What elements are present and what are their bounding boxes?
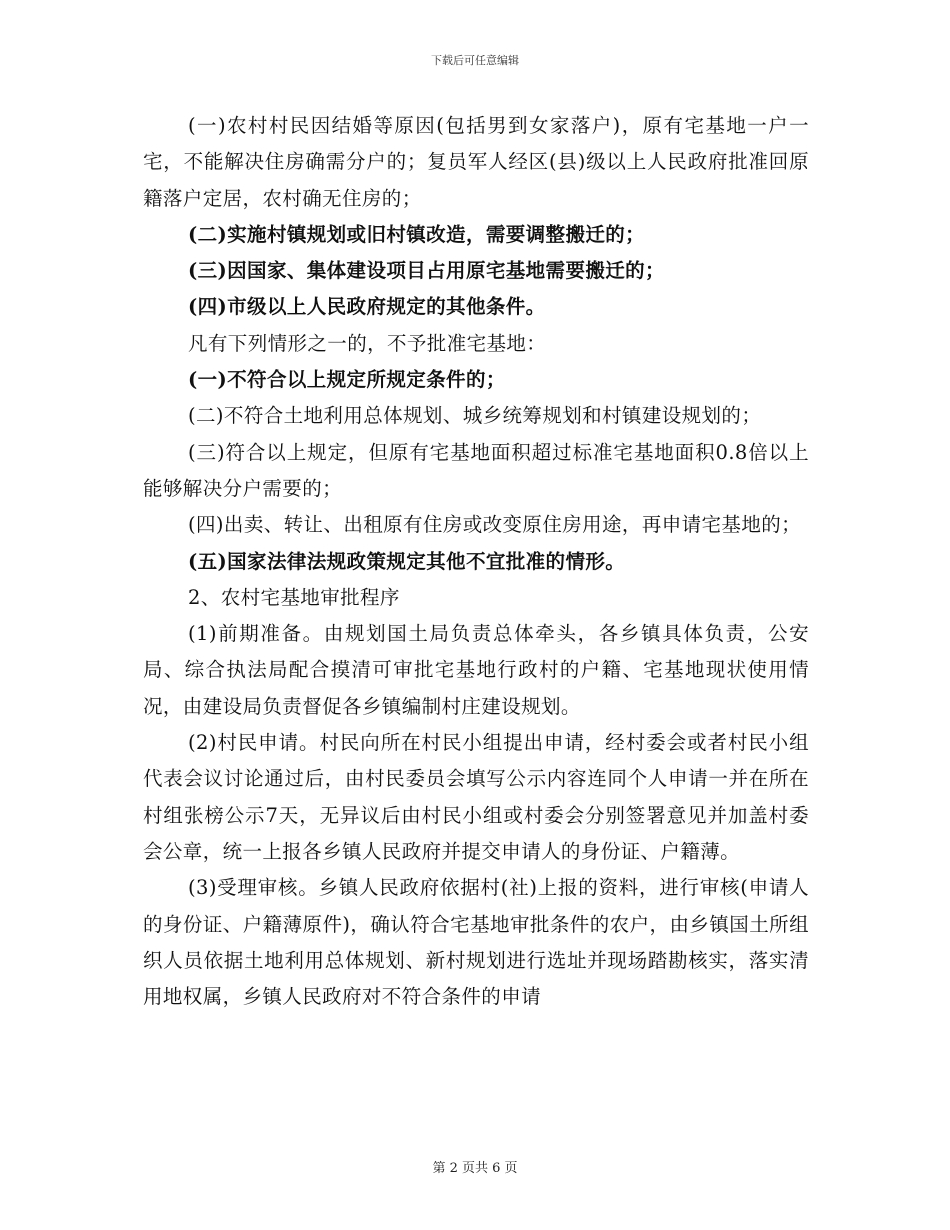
paragraph-8: (四)出卖、转让、出租原有住房或改变原住房用途，再申请宅基地的；	[188, 513, 802, 537]
paragraph-13: (3)受理审核。乡镇人民政府依据村(社)上报的资料，进行审核(申请人的身份证、户籍薄原件)，确认符合宅基地审批条件的农户，由乡镇国土所组织人员依据土地利用总体规划、新村规划进行选址并现场踏勘核实，落实清用地权属，乡镇人民政府对不符合条件的申请	[143, 876, 809, 1009]
paragraph-5: (一)不符合以上规定所规定条件的；	[188, 368, 506, 392]
paragraph-9: (五)国家法律法规政策规定其他不宜批准的情形。	[188, 549, 626, 573]
page-footer: 第 2 页共 6 页	[432, 1161, 518, 1176]
paragraph-11: (1)前期准备。由规划国土局负责总体牵头，各乡镇具体负责，公安局、综合执法局配合摸清可审批宅基地行政村的户籍、宅基地现状使用情况，由建设局负责督促各乡镇编制村庄建设规划。	[143, 622, 809, 718]
paragraph-3: (四)市级以上人民政府规定的其他条件。	[188, 295, 546, 319]
paragraph-2: (三)因国家、集体建设项目占用原宅基地需要搬迁的；	[188, 259, 665, 283]
paragraph-6: (二)不符合土地利用总体规划、城乡统筹规划和村镇建设规划的；	[188, 404, 762, 428]
paragraph-12: (2)村民申请。村民向所在村民小组提出申请，经村委会或者村民小组代表会议讨论通过后，由村民委员会填写公示内容连同个人申请一并在所在村组张榜公示7天，无异议后由村民小组或村委会分别签署意见并加盖村委会公章，统一上报各乡镇人民政府并提交申请人的身份证、户籍薄。	[143, 731, 809, 863]
paragraph-1: (二)实施村镇规划或旧村镇改造，需要调整搬迁的；	[188, 222, 646, 246]
paragraph-10: 2、农村宅基地审批程序	[188, 585, 400, 609]
document-body	[143, 108, 809, 1015]
paragraph-7: (三)符合以上规定，但原有宅基地面积超过标准宅基地面积0.8倍以上能够解决分户需要的；	[143, 440, 809, 500]
paragraph-4: 凡有下列情形之一的，不予批准宅基地：	[188, 331, 547, 355]
page-header: 下载后可任意编辑	[431, 54, 519, 67]
paragraph-0: (一)农村村民因结婚等原因(包括男到女家落户)，原有宅基地一户一宅，不能解决住房确需分户的；复员军人经区(县)级以上人民政府批准回原籍落户定居，农村确无住房的；	[143, 114, 809, 210]
